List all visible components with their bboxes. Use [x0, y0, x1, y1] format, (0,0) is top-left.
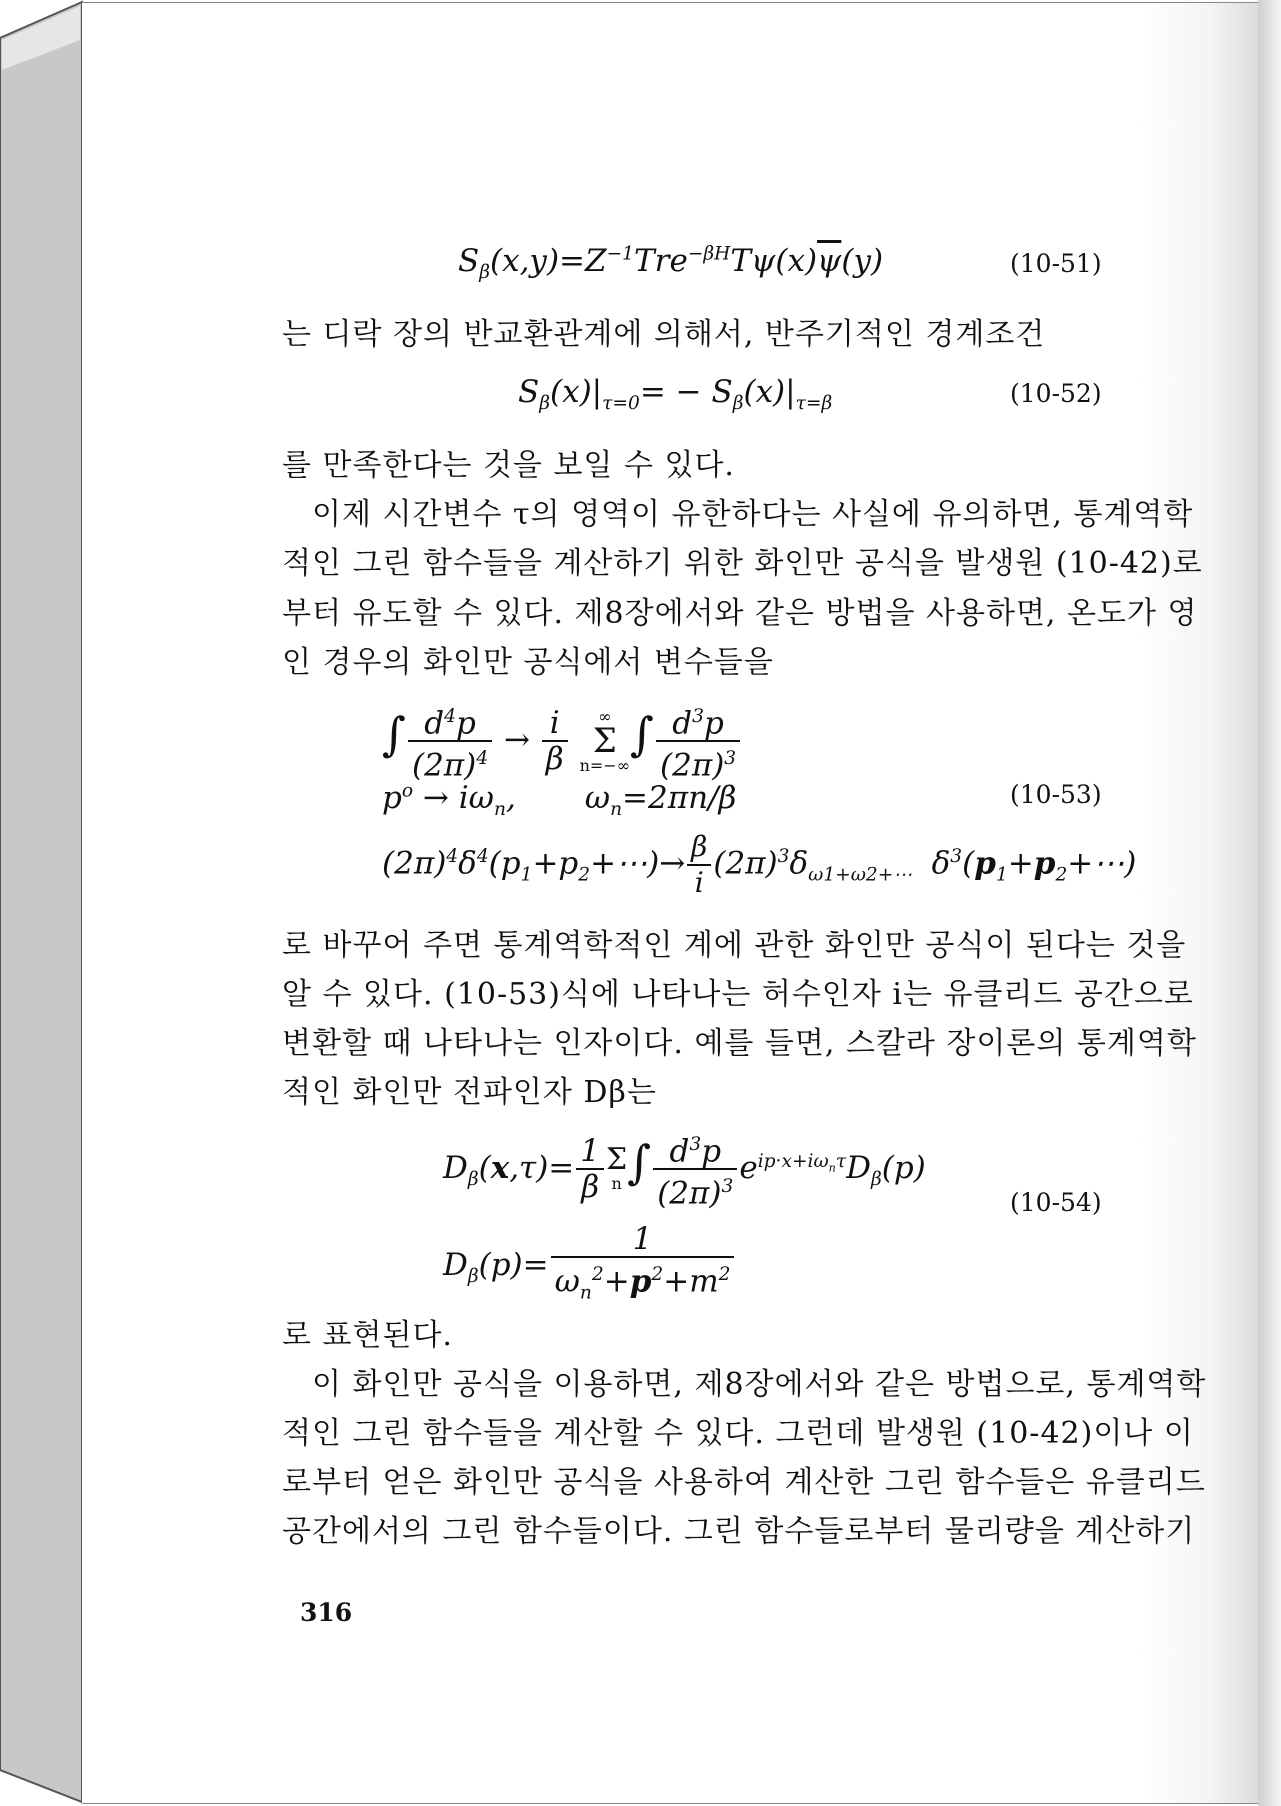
paragraph-line: 공간에서의 그린 함수들이다. 그린 함수들로부터 물리량을 계산하기: [282, 1514, 1196, 1549]
equation-10-54-row2: $D_\beta(p)=$ $\frac{1}{\omega_n^2+p^2+m^2}$: [443, 1222, 736, 1311]
equation-label-10-51: (10-51): [1010, 249, 1102, 278]
text-line: 로 표현된다.: [282, 1318, 453, 1353]
equation-10-52: $S_\beta(x)|_{\tau=0}= - S_\beta(x)|_{\tau=\beta}$: [518, 374, 833, 415]
paragraph-line: 적인 그린 함수들을 계산하기 위한 화인만 공식을 발생원 (10-42)로: [282, 546, 1203, 581]
page-edge-shadow: [1258, 0, 1281, 1806]
paragraph-line: 인 경우의 화인만 공식에서 변수들을: [282, 645, 774, 680]
paragraph-line: 이 화인만 공식을 이용하면, 제8장에서와 같은 방법으로, 통계역학: [312, 1367, 1207, 1402]
page-number: 316: [300, 1598, 353, 1627]
paragraph-line: 변환할 때 나타나는 인자이다. 예를 들면, 스칼라 장이론의 통계역학: [282, 1026, 1197, 1061]
paragraph-line: 알 수 있다. (10-53)식에 나타나는 허수인자 i는 유클리드 공간으로: [282, 977, 1194, 1012]
paragraph-line: 이제 시간변수 τ의 영역이 유한하다는 사실에 유의하면, 통계역학: [312, 497, 1194, 532]
equation-10-53-row3: $(2\pi)^4\delta^4(p_1+p_2+\cdots)\to$ $\frac{\beta}{i}$ $(2\pi)^3\delta_{\omega 1+\omega 2+\cdots}$ $\delta^3(p_1+p_2+\cdots)$: [382, 830, 1137, 899]
equation-10-53-row2: $p^o \to i\omega_n$, $\omega_n=2\pi n/\beta$: [382, 780, 737, 821]
equation-10-54-row1: $D_\beta(x,\tau)=$ $\frac{1}{\beta}$ Σ n ∫ $\frac{d^3p}{(2\pi)^3}$ $e^{ip\cdot x+i\omega_n\tau}D_\beta(p)$: [443, 1128, 926, 1211]
equation-10-53-row1: ∫ $\frac{d^4p}{(2\pi)^4}$ → $\frac{i}{\beta}$ ∞ Σ n=−∞ ∫ $\frac{d^3p}{(2\pi)^3}$: [382, 700, 742, 783]
equation-10-51: $S_\beta(x,y)=Z^{-1}Tre^{-\beta H}T\psi(x)\overline{\psi}(y)$: [458, 243, 884, 284]
paragraph-line: 로 바꾸어 주면 통계역학적인 계에 관한 화인만 공식이 된다는 것을: [282, 928, 1187, 963]
equation-label-10-53: (10-53): [1010, 780, 1102, 809]
text-line: 를 만족한다는 것을 보일 수 있다.: [282, 448, 735, 483]
paragraph-line: 적인 화인만 전파인자 Dβ는: [282, 1075, 657, 1110]
paragraph-line: 적인 그린 함수들을 계산할 수 있다. 그런데 발생원 (10-42)이나 이: [282, 1416, 1194, 1451]
text-line: 는 디락 장의 반교환관계에 의해서, 반주기적인 경계조건: [282, 317, 1046, 352]
equation-label-10-52: (10-52): [1010, 379, 1102, 408]
equation-label-10-54: (10-54): [1010, 1188, 1102, 1217]
paragraph-line: 로부터 얻은 화인만 공식을 사용하여 계산한 그린 함수들은 유클리드: [282, 1465, 1206, 1500]
paragraph-line: 부터 유도할 수 있다. 제8장에서와 같은 방법을 사용하면, 온도가 영: [282, 596, 1198, 631]
